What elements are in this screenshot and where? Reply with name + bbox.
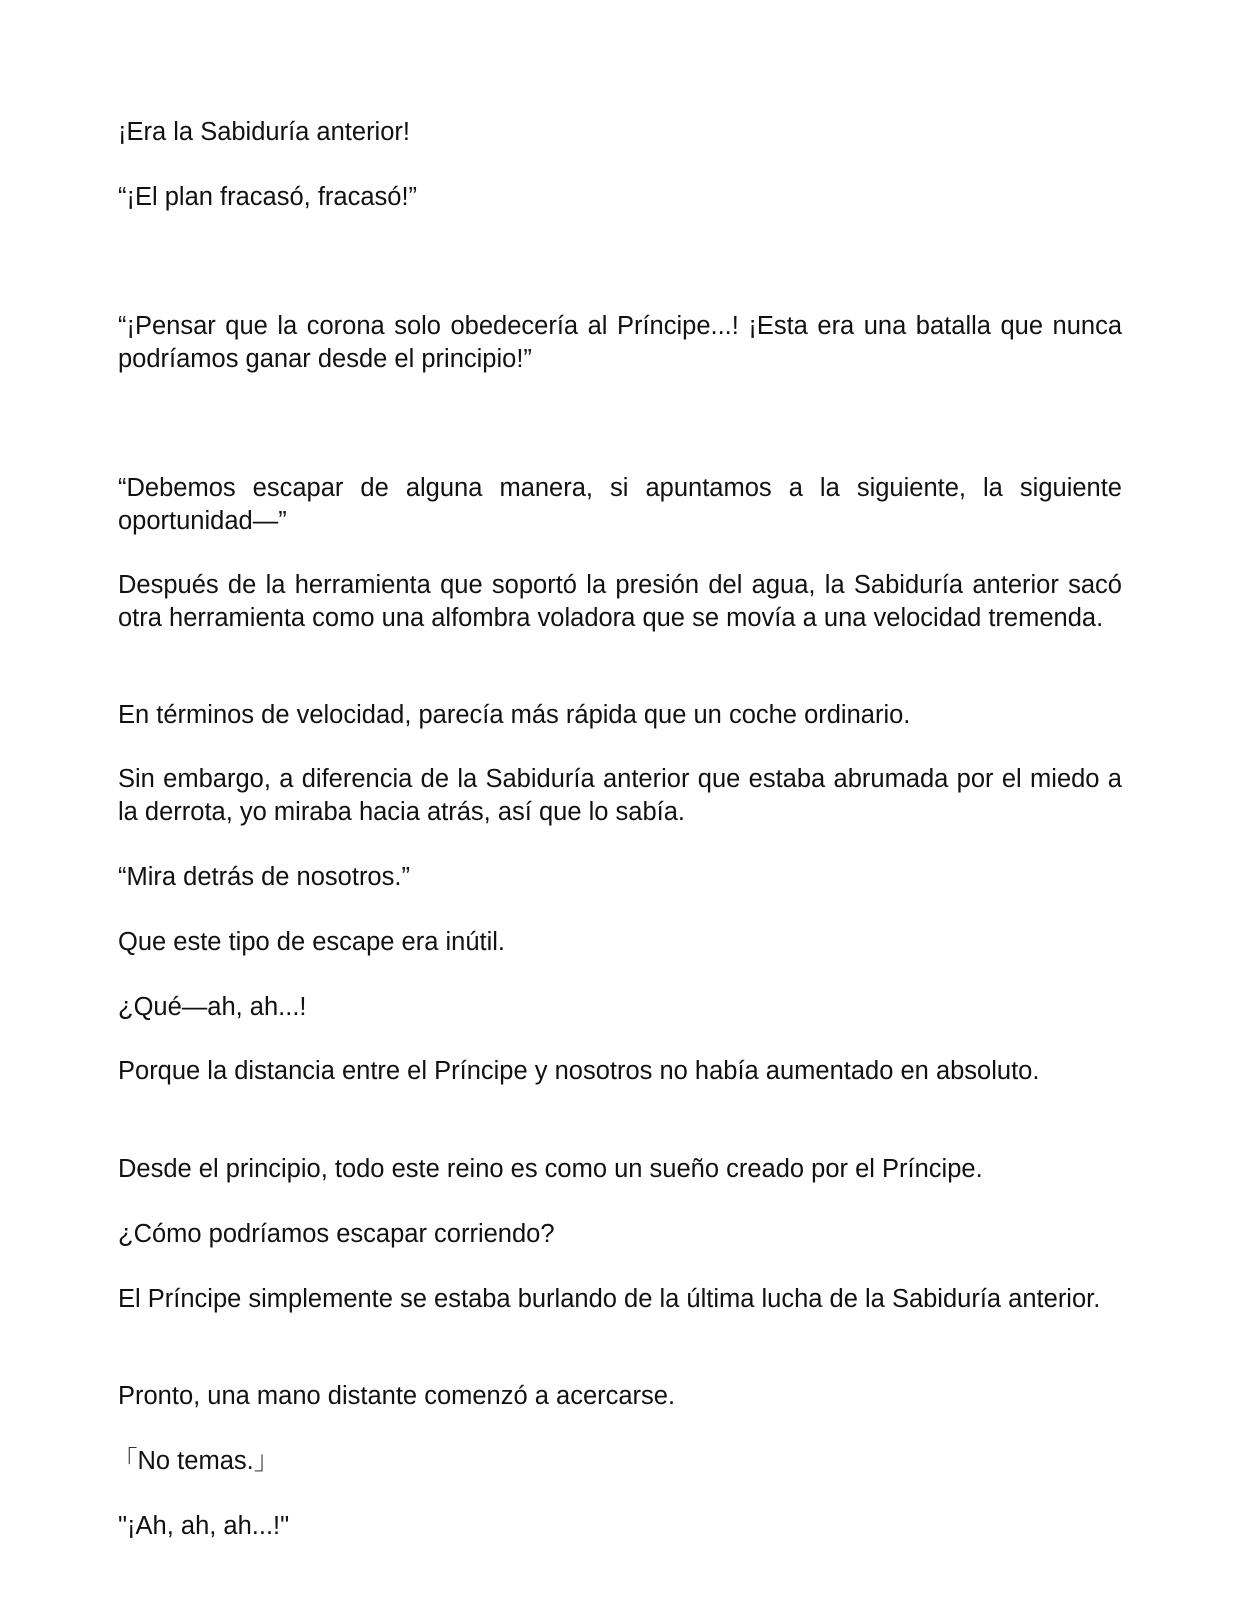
paragraph-13: ¿Cómo podríamos escapar corriendo? <box>118 1220 555 1248</box>
paragraph-17: "¡Ah, ah, ah...!" <box>118 1512 290 1540</box>
paragraph-9: Que este tipo de escape era inútil. <box>118 928 505 956</box>
paragraph-8: “Mira detrás de nosotros.” <box>118 863 410 891</box>
paragraph-2: “¡El plan fracasó, fracasó!” <box>118 183 418 211</box>
paragraph-7: Sin embargo, a diferencia de la Sabiduría anterior que estaba abrumada por el miedo a la derrota, yo miraba hacia atrás, así que lo sabía. <box>118 765 1122 826</box>
paragraph-10: ¿Qué—ah, ah...! <box>118 993 307 1021</box>
paragraph-1: ¡Era la Sabiduría anterior! <box>118 118 410 146</box>
paragraph-4: “Debemos escapar de alguna manera, si apuntamos a la siguiente, la siguiente oportunidad—” <box>118 474 1122 535</box>
paragraph-6: En términos de velocidad, parecía más rápida que un coche ordinario. <box>118 701 911 729</box>
paragraph-11: Porque la distancia entre el Príncipe y nosotros no había aumentado en absoluto. <box>118 1057 1040 1085</box>
paragraph-5: Después de la herramienta que soportó la presión del agua, la Sabiduría anterior sacó otra herramienta como una alfombra voladora que se movía a una velocidad tremenda. <box>118 571 1122 632</box>
paragraph-16: 「No temas.」 <box>112 1447 280 1475</box>
paragraph-14: El Príncipe simplemente se estaba burlando de la última lucha de la Sabiduría anterior. <box>118 1285 1101 1313</box>
paragraph-3: “¡Pensar que la corona solo obedecería al Príncipe...! ¡Esta era una batalla que nunca podríamos ganar desde el principio!” <box>118 312 1122 373</box>
paragraph-12: Desde el principio, todo este reino es como un sueño creado por el Príncipe. <box>118 1155 983 1183</box>
paragraph-15: Pronto, una mano distante comenzó a acercarse. <box>118 1382 676 1410</box>
